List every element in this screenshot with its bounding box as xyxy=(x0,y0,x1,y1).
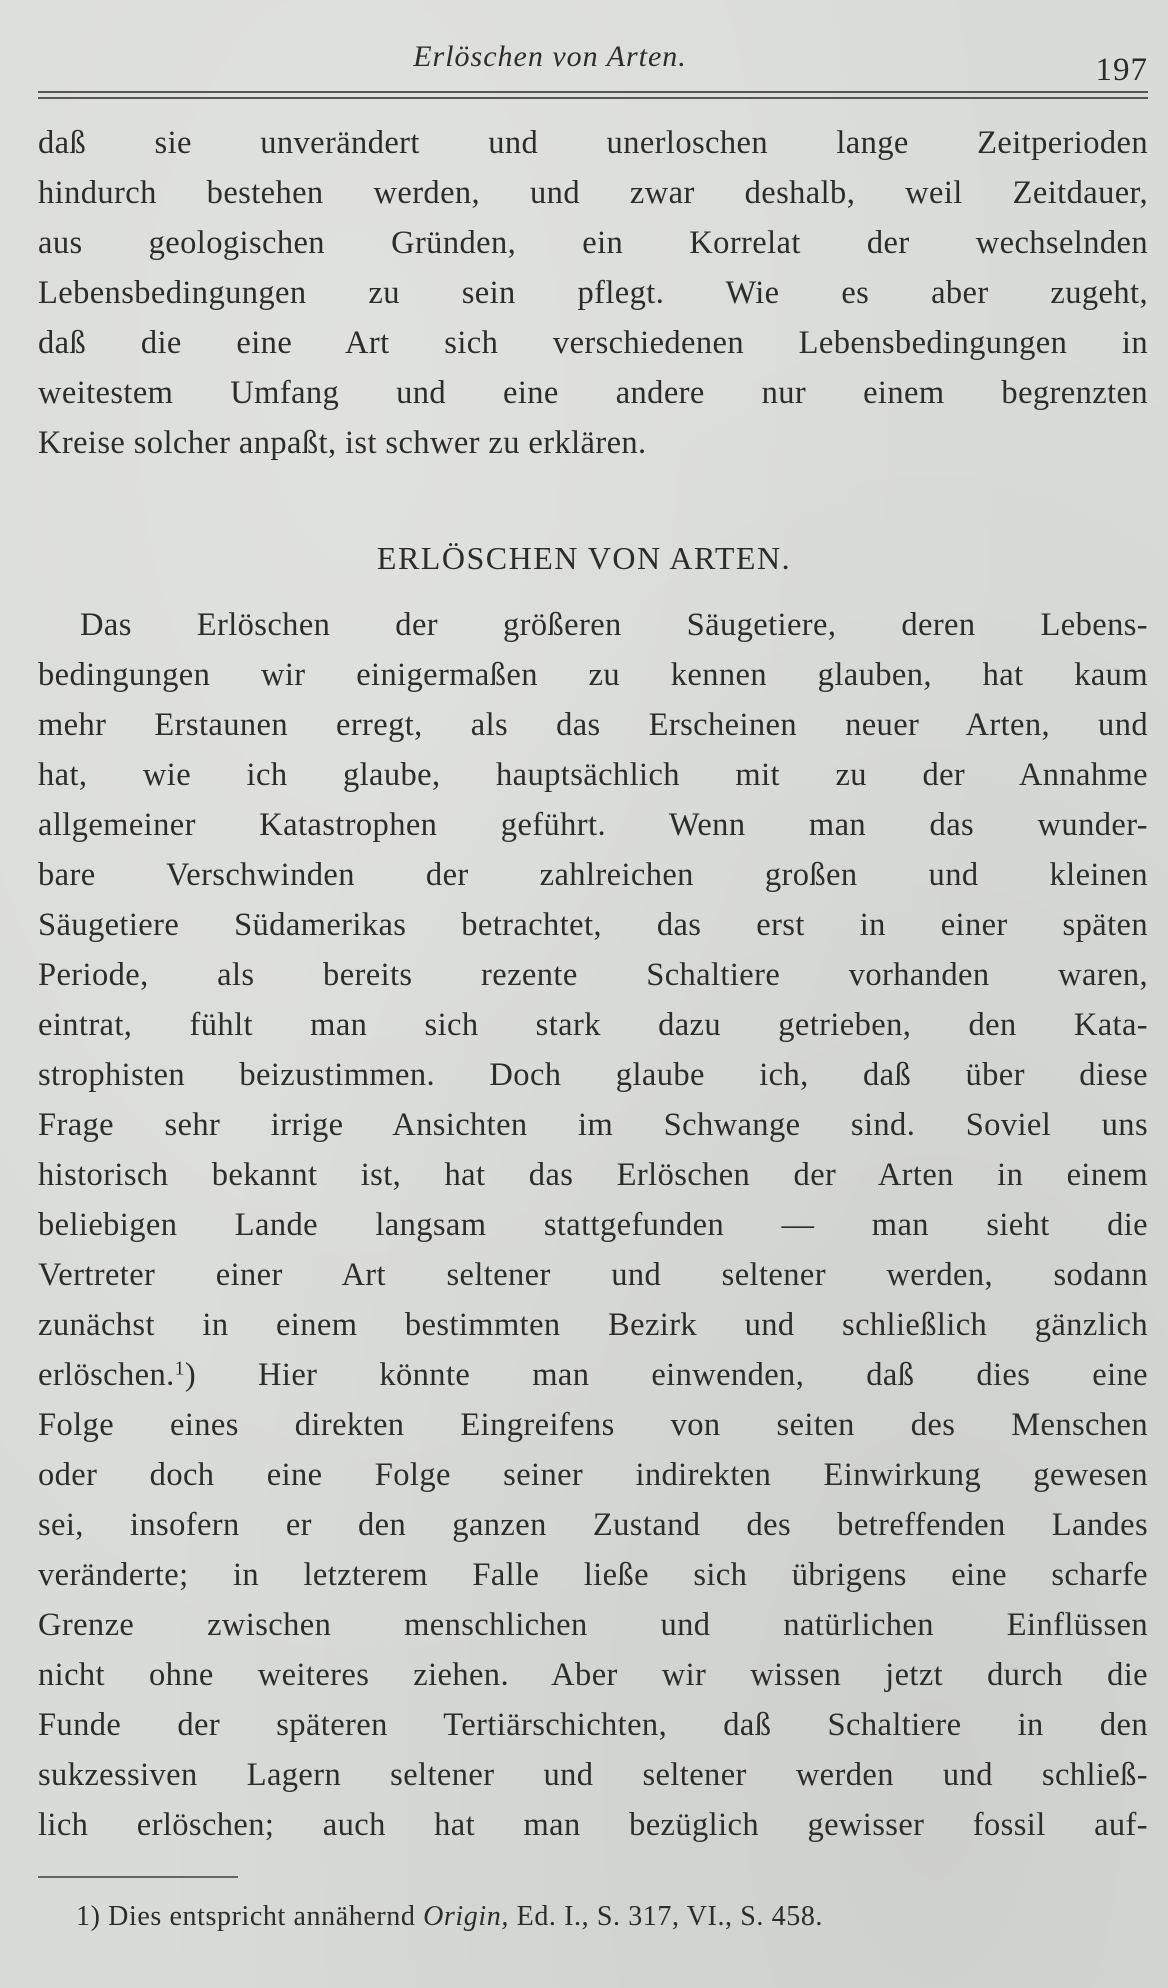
text-line: Kreise solcher anpaßt, ist schwer zu erklären. xyxy=(38,425,647,461)
text-line: sukzessiven Lagern seltener und seltener werden und schließ- xyxy=(38,1757,1148,1793)
footnote-rule xyxy=(38,1876,238,1878)
text-segment: erlöschen. xyxy=(38,1357,175,1393)
text-line: Säugetiere Südamerikas betrachtet, das erst in einer späten xyxy=(38,907,1148,943)
text-line: weitestem Umfang und eine andere nur einem begrenzten xyxy=(38,375,1148,411)
text-line: Grenze zwischen menschlichen und natürlichen Einflüssen xyxy=(38,1607,1148,1643)
header-rule-bottom xyxy=(38,97,1148,99)
text-line: bare Verschwinden der zahlreichen großen und kleinen xyxy=(38,857,1148,893)
footnote-text: Ed. I., S. 317, VI., S. 458. xyxy=(516,1901,824,1932)
text-line: lich erlöschen; auch hat man bezüglich gewisser fossil auf- xyxy=(38,1807,1148,1843)
text-line: Das Erlöschen der größeren Säugetiere, deren Lebens- xyxy=(80,607,1148,643)
text-line: oder doch eine Folge seiner indirekten Einwirkung gewesen xyxy=(38,1457,1148,1493)
text-line: Folge eines direkten Eingreifens von seiten des Menschen xyxy=(38,1407,1148,1443)
text-line: Vertreter einer Art seltener und seltener werden, sodann xyxy=(38,1257,1148,1293)
header-rule-top xyxy=(38,91,1148,93)
text-line: strophisten beizustimmen. Doch glaube ich, daß über diese xyxy=(38,1057,1148,1093)
text-line: mehr Erstaunen erregt, als das Erscheinen neuer Arten, und xyxy=(38,707,1148,743)
text-line: allgemeiner Katastrophen geführt. Wenn man das wunder- xyxy=(38,807,1148,843)
footnote-italic-title: Origin, xyxy=(423,1901,509,1932)
text-line: Funde der späteren Tertiärschichten, daß Schaltiere in den xyxy=(38,1707,1148,1743)
text-line: sei, insofern er den ganzen Zustand des betreffenden Landes xyxy=(38,1507,1148,1543)
footnote xyxy=(76,1900,823,1934)
text-line: zunächst in einem bestimmten Bezirk und schließlich gänzlich xyxy=(38,1307,1148,1343)
footnote-reference: 1 xyxy=(174,1358,185,1380)
page-number: 197 xyxy=(1095,52,1148,88)
text-line: Periode, als bereits rezente Schaltiere vorhanden waren, xyxy=(38,957,1148,993)
text-line: daß die eine Art sich verschiedenen Lebensbedingungen in xyxy=(38,325,1148,361)
footnote-text: Dies entspricht annähernd xyxy=(108,1901,416,1932)
text-line: Frage sehr irrige Ansichten im Schwange sind. Soviel uns xyxy=(38,1107,1148,1143)
text-line: veränderte; in letzterem Falle ließe sich übrigens eine scharfe xyxy=(38,1557,1148,1593)
text-line: historisch bekannt ist, hat das Erlöschen der Arten in einem xyxy=(38,1157,1148,1193)
footnote-marker: 1) xyxy=(76,1901,101,1932)
running-head xyxy=(0,38,1168,88)
text-line: eintrat, fühlt man sich stark dazu getrieben, den Kata- xyxy=(38,1007,1148,1043)
running-title: Erlöschen von Arten. xyxy=(413,40,687,73)
text-line: daß sie unverändert und unerloschen lange Zeitperioden xyxy=(38,125,1148,161)
text-line: beliebigen Lande langsam stattgefunden — man sieht die xyxy=(38,1207,1148,1243)
text-line: aus geologischen Gründen, ein Korrelat der wechselnden xyxy=(38,225,1148,261)
text-segment: ) Hier könnte man einwenden, daß dies eine xyxy=(184,1357,1148,1393)
text-line: bedingungen wir einigermaßen zu kennen glauben, hat kaum xyxy=(38,657,1148,693)
section-heading: ERLÖSCHEN VON ARTEN. xyxy=(376,540,792,576)
text-line: hindurch bestehen werden, und zwar deshalb, weil Zeitdauer, xyxy=(38,175,1148,211)
text-line: hat, wie ich glaube, hauptsächlich mit zu der Annahme xyxy=(38,757,1148,793)
text-line-with-footnote-ref xyxy=(38,1356,1148,1394)
text-line: Lebensbedingungen zu sein pflegt. Wie es aber zugeht, xyxy=(38,275,1148,311)
text-line: nicht ohne weiteres ziehen. Aber wir wissen jetzt durch die xyxy=(38,1657,1148,1693)
